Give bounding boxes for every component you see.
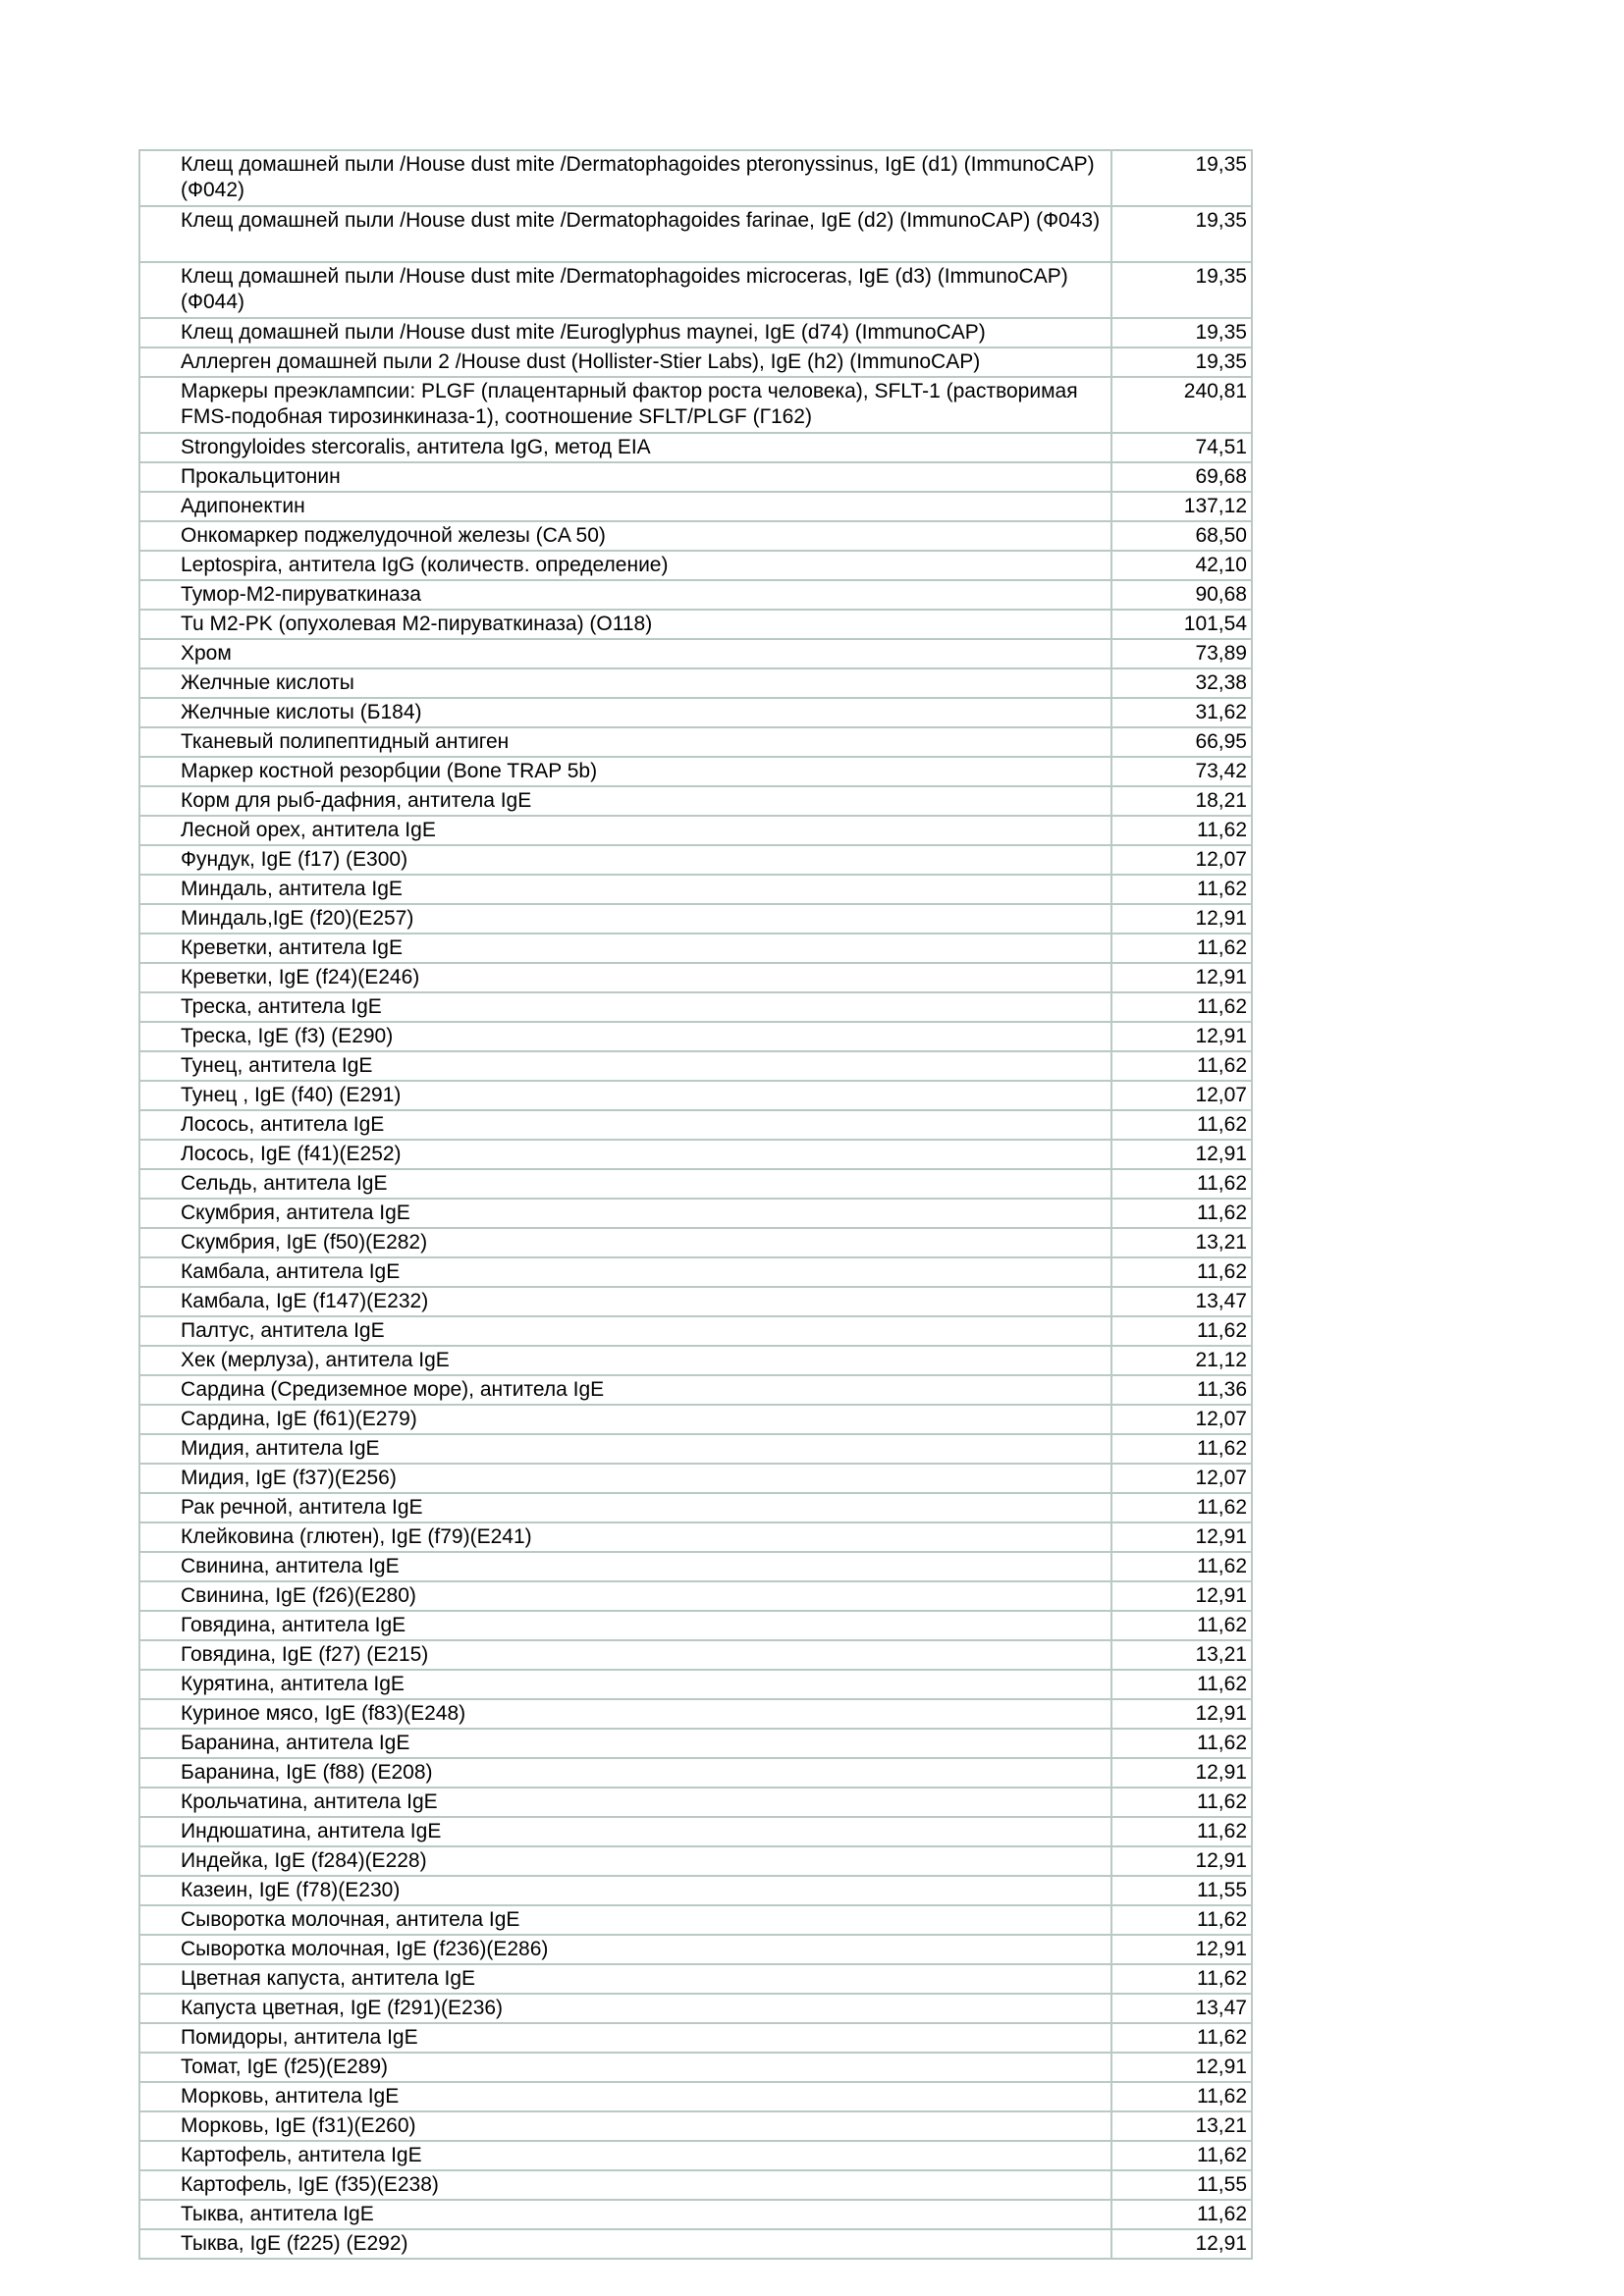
- test-name-cell: Говядина, антитела IgE: [139, 1611, 1111, 1640]
- table-row: [139, 1670, 1252, 1699]
- table-row: [139, 1522, 1252, 1552]
- table-row: [139, 698, 1252, 727]
- price-cell: 11,62: [1111, 934, 1252, 963]
- table-row: [139, 1464, 1252, 1493]
- test-name-cell: Свинина, антитела IgE: [139, 1552, 1111, 1581]
- table-row: [139, 2229, 1252, 2259]
- test-name-cell: Томат, IgE (f25)(E289): [139, 2053, 1111, 2082]
- test-name-cell: Тумор-М2-пируваткиназа: [139, 580, 1111, 610]
- price-cell: 18,21: [1111, 786, 1252, 816]
- test-name-cell: Сардина, IgE (f61)(E279): [139, 1405, 1111, 1434]
- price-cell: 11,62: [1111, 1110, 1252, 1140]
- test-name-cell: Тунец, антитела IgE: [139, 1051, 1111, 1081]
- price-cell: 11,55: [1111, 1876, 1252, 1905]
- price-cell: 11,62: [1111, 1552, 1252, 1581]
- price-cell: 73,42: [1111, 757, 1252, 786]
- price-cell: 11,55: [1111, 2170, 1252, 2200]
- test-name-cell: Куриное мясо, IgE (f83)(E248): [139, 1699, 1111, 1729]
- table-row: [139, 1729, 1252, 1758]
- price-cell: 11,62: [1111, 1169, 1252, 1199]
- price-cell: 11,62: [1111, 2023, 1252, 2053]
- price-cell: 11,62: [1111, 1670, 1252, 1699]
- price-cell: 19,35: [1111, 206, 1252, 262]
- table-row: [139, 727, 1252, 757]
- table-row: [139, 963, 1252, 992]
- test-name-cell: Сельдь, антитела IgE: [139, 1169, 1111, 1199]
- price-cell: 11,62: [1111, 1788, 1252, 1817]
- table-row: [139, 433, 1252, 462]
- price-cell: 12,07: [1111, 1405, 1252, 1434]
- price-cell: 11,62: [1111, 1729, 1252, 1758]
- price-cell: 11,62: [1111, 1817, 1252, 1846]
- price-cell: 12,91: [1111, 1022, 1252, 1051]
- price-cell: 12,91: [1111, 2053, 1252, 2082]
- price-cell: 137,12: [1111, 492, 1252, 521]
- test-name-cell: Рак речной, антитела IgE: [139, 1493, 1111, 1522]
- table-row: [139, 1081, 1252, 1110]
- price-cell: 12,91: [1111, 904, 1252, 934]
- price-cell: 11,36: [1111, 1375, 1252, 1405]
- table-row: [139, 992, 1252, 1022]
- table-row: [139, 521, 1252, 551]
- test-name-cell: Лосось, антитела IgE: [139, 1110, 1111, 1140]
- table-row: [139, 1199, 1252, 1228]
- table-row: [139, 1169, 1252, 1199]
- price-cell: 19,35: [1111, 347, 1252, 377]
- test-name-cell: Клейковина (глютен), IgE (f79)(E241): [139, 1522, 1111, 1552]
- test-name-cell: Цветная капуста, антитела IgE: [139, 1964, 1111, 1994]
- test-name-cell: Мидия, антитела IgE: [139, 1434, 1111, 1464]
- price-cell: 11,62: [1111, 875, 1252, 904]
- test-name-cell: Палтус, антитела IgE: [139, 1316, 1111, 1346]
- test-name-cell: Мидия, IgE (f37)(E256): [139, 1464, 1111, 1493]
- price-cell: 12,91: [1111, 1522, 1252, 1552]
- price-cell: 11,62: [1111, 2141, 1252, 2170]
- price-cell: 12,07: [1111, 1081, 1252, 1110]
- test-name-cell: Говядина, IgE (f27) (E215): [139, 1640, 1111, 1670]
- price-cell: 13,47: [1111, 1287, 1252, 1316]
- table-row: [139, 845, 1252, 875]
- price-cell: 240,81: [1111, 377, 1252, 433]
- test-name-cell: Креветки, IgE (f24)(E246): [139, 963, 1111, 992]
- table-row: [139, 786, 1252, 816]
- table-row: [139, 816, 1252, 845]
- test-name-cell: Миндаль,IgE (f20)(E257): [139, 904, 1111, 934]
- test-name-cell: Клещ домашней пыли /House dust mite /Dermatophagoides pteronyssinus, IgE (d1) (ImmunoCAP) (Ф042): [139, 150, 1111, 206]
- table-row: [139, 206, 1252, 262]
- table-row: [139, 2200, 1252, 2229]
- test-name-cell: Маркеры преэклампсии: PLGF (плацентарный фактор роста человека), SFLT-1 (растворимая FMS-подобная тирозинкиназа-1), соотношение SFLT/PLGF (Г162): [139, 377, 1111, 433]
- table-row: [139, 551, 1252, 580]
- table-row: [139, 1375, 1252, 1405]
- table-row: [139, 1287, 1252, 1316]
- test-name-cell: Камбала, антитела IgE: [139, 1257, 1111, 1287]
- table-row: [139, 1022, 1252, 1051]
- price-cell: 11,62: [1111, 816, 1252, 845]
- table-row: [139, 1788, 1252, 1817]
- price-cell: 11,62: [1111, 1434, 1252, 1464]
- price-cell: 12,91: [1111, 1699, 1252, 1729]
- table-row: [139, 1493, 1252, 1522]
- test-name-cell: Tu M2-PK (опухолевая М2-пируваткиназа) (О118): [139, 610, 1111, 639]
- table-row: [139, 1581, 1252, 1611]
- table-row: [139, 2082, 1252, 2111]
- table-row: [139, 1228, 1252, 1257]
- test-name-cell: Сыворотка молочная, антитела IgE: [139, 1905, 1111, 1935]
- price-cell: 11,62: [1111, 1257, 1252, 1287]
- price-cell: 13,47: [1111, 1994, 1252, 2023]
- table-row: [139, 580, 1252, 610]
- table-row: [139, 1935, 1252, 1964]
- price-cell: 68,50: [1111, 521, 1252, 551]
- test-name-cell: Желчные кислоты (Б184): [139, 698, 1111, 727]
- test-name-cell: Тканевый полипептидный антиген: [139, 727, 1111, 757]
- test-name-cell: Лесной орех, антитела IgE: [139, 816, 1111, 845]
- table-row: [139, 875, 1252, 904]
- table-row: [139, 1346, 1252, 1375]
- price-cell: 12,91: [1111, 2229, 1252, 2259]
- table-row: [139, 2023, 1252, 2053]
- test-name-cell: Индейка, IgE (f284)(E228): [139, 1846, 1111, 1876]
- test-name-cell: Свинина, IgE (f26)(E280): [139, 1581, 1111, 1611]
- test-name-cell: Морковь, IgE (f31)(E260): [139, 2111, 1111, 2141]
- price-cell: 12,91: [1111, 1758, 1252, 1788]
- test-name-cell: Тыква, IgE (f225) (E292): [139, 2229, 1111, 2259]
- table-row: [139, 1994, 1252, 2023]
- price-cell: 101,54: [1111, 610, 1252, 639]
- price-cell: 11,62: [1111, 1316, 1252, 1346]
- table-row: [139, 2053, 1252, 2082]
- table-row: [139, 1876, 1252, 1905]
- price-cell: 11,62: [1111, 2082, 1252, 2111]
- test-name-cell: Треска, антитела IgE: [139, 992, 1111, 1022]
- test-name-cell: Картофель, IgE (f35)(E238): [139, 2170, 1111, 2200]
- table-row: [139, 1817, 1252, 1846]
- table-row: [139, 1699, 1252, 1729]
- test-name-cell: Аллерген домашней пыли 2 /House dust (Hollister-Stier Labs), IgE (h2) (ImmunoCAP): [139, 347, 1111, 377]
- table-row: [139, 262, 1252, 318]
- price-cell: 13,21: [1111, 1640, 1252, 1670]
- price-cell: 11,62: [1111, 1051, 1252, 1081]
- price-cell: 12,07: [1111, 845, 1252, 875]
- table-row: [139, 377, 1252, 433]
- price-cell: 12,91: [1111, 1140, 1252, 1169]
- test-name-cell: Баранина, IgE (f88) (E208): [139, 1758, 1111, 1788]
- test-name-cell: Скумбрия, IgE (f50)(E282): [139, 1228, 1111, 1257]
- test-name-cell: Фундук, IgE (f17) (E300): [139, 845, 1111, 875]
- test-name-cell: Тунец , IgE (f40) (E291): [139, 1081, 1111, 1110]
- test-name-cell: Лосось, IgE (f41)(E252): [139, 1140, 1111, 1169]
- table-row: [139, 1846, 1252, 1876]
- price-cell: 11,62: [1111, 1905, 1252, 1935]
- table-row: [139, 639, 1252, 668]
- test-name-cell: Корм для рыб-дафния, антитела IgE: [139, 786, 1111, 816]
- price-cell: 19,35: [1111, 262, 1252, 318]
- test-name-cell: Клещ домашней пыли /House dust mite /Euroglyphus maynei, IgE (d74) (ImmunoCAP): [139, 318, 1111, 347]
- test-name-cell: Прокальцитонин: [139, 462, 1111, 492]
- table-row: [139, 2111, 1252, 2141]
- price-cell: 11,62: [1111, 1964, 1252, 1994]
- test-name-cell: Треска, IgE (f3) (E290): [139, 1022, 1111, 1051]
- price-cell: 31,62: [1111, 698, 1252, 727]
- test-name-cell: Сардина (Средиземное море), антитела IgE: [139, 1375, 1111, 1405]
- table-row: [139, 150, 1252, 206]
- table-row: [139, 934, 1252, 963]
- test-name-cell: Тыква, антитела IgE: [139, 2200, 1111, 2229]
- table-row: [139, 757, 1252, 786]
- price-cell: 66,95: [1111, 727, 1252, 757]
- price-cell: 12,91: [1111, 1846, 1252, 1876]
- table-row: [139, 1405, 1252, 1434]
- price-cell: 90,68: [1111, 580, 1252, 610]
- price-cell: 12,91: [1111, 1935, 1252, 1964]
- test-name-cell: Капуста цветная, IgE (f291)(E236): [139, 1994, 1111, 2023]
- test-name-cell: Клещ домашней пыли /House dust mite /Dermatophagoides microceras, IgE (d3) (ImmunoCAP) (Ф044): [139, 262, 1111, 318]
- price-cell: 13,21: [1111, 2111, 1252, 2141]
- table-row: [139, 318, 1252, 347]
- table-row: [139, 1257, 1252, 1287]
- table-row: [139, 1110, 1252, 1140]
- price-cell: 32,38: [1111, 668, 1252, 698]
- test-name-cell: Leptospira, антитела IgG (количеств. определение): [139, 551, 1111, 580]
- test-name-cell: Морковь, антитела IgE: [139, 2082, 1111, 2111]
- test-name-cell: Баранина, антитела IgE: [139, 1729, 1111, 1758]
- table-row: [139, 610, 1252, 639]
- table-row: [139, 1758, 1252, 1788]
- price-cell: 21,12: [1111, 1346, 1252, 1375]
- table-row: [139, 462, 1252, 492]
- test-name-cell: Миндаль, антитела IgE: [139, 875, 1111, 904]
- price-table: [138, 149, 1253, 2260]
- test-name-cell: Камбала, IgE (f147)(E232): [139, 1287, 1111, 1316]
- table-row: [139, 2170, 1252, 2200]
- price-cell: 74,51: [1111, 433, 1252, 462]
- test-name-cell: Адипонектин: [139, 492, 1111, 521]
- table-row: [139, 1140, 1252, 1169]
- table-row: [139, 1434, 1252, 1464]
- price-cell: 11,62: [1111, 1199, 1252, 1228]
- table-row: [139, 347, 1252, 377]
- table-row: [139, 904, 1252, 934]
- test-name-cell: Клещ домашней пыли /House dust mite /Dermatophagoides farinae, IgE (d2) (ImmunoCAP) (Ф043): [139, 206, 1111, 262]
- price-cell: 19,35: [1111, 150, 1252, 206]
- table-row: [139, 1905, 1252, 1935]
- test-name-cell: Индюшатина, антитела IgE: [139, 1817, 1111, 1846]
- price-cell: 19,35: [1111, 318, 1252, 347]
- test-name-cell: Скумбрия, антитела IgE: [139, 1199, 1111, 1228]
- price-cell: 11,62: [1111, 1493, 1252, 1522]
- price-cell: 11,62: [1111, 1611, 1252, 1640]
- price-cell: 12,91: [1111, 963, 1252, 992]
- test-name-cell: Хек (мерлуза), антитела IgE: [139, 1346, 1111, 1375]
- test-name-cell: Казеин, IgE (f78)(E230): [139, 1876, 1111, 1905]
- test-name-cell: Маркер костной резорбции (Bone TRAP 5b): [139, 757, 1111, 786]
- test-name-cell: Сыворотка молочная, IgE (f236)(E286): [139, 1935, 1111, 1964]
- table-row: [139, 2141, 1252, 2170]
- table-row: [139, 668, 1252, 698]
- test-name-cell: Онкомаркер поджелудочной железы (CA 50): [139, 521, 1111, 551]
- price-cell: 12,91: [1111, 1581, 1252, 1611]
- price-cell: 11,62: [1111, 2200, 1252, 2229]
- price-cell: 73,89: [1111, 639, 1252, 668]
- price-cell: 13,21: [1111, 1228, 1252, 1257]
- test-name-cell: Крольчатина, антитела IgE: [139, 1788, 1111, 1817]
- table-row: [139, 1552, 1252, 1581]
- test-name-cell: Курятина, антитела IgE: [139, 1670, 1111, 1699]
- test-name-cell: Креветки, антитела IgE: [139, 934, 1111, 963]
- price-cell: 42,10: [1111, 551, 1252, 580]
- test-name-cell: Хром: [139, 639, 1111, 668]
- table-row: [139, 1051, 1252, 1081]
- price-cell: 69,68: [1111, 462, 1252, 492]
- table-row: [139, 1611, 1252, 1640]
- table-row: [139, 1316, 1252, 1346]
- test-name-cell: Strongyloides stercoralis, антитела IgG, метод EIA: [139, 433, 1111, 462]
- test-name-cell: Желчные кислоты: [139, 668, 1111, 698]
- price-cell: 11,62: [1111, 992, 1252, 1022]
- table-row: [139, 1640, 1252, 1670]
- test-name-cell: Картофель, антитела IgE: [139, 2141, 1111, 2170]
- test-name-cell: Помидоры, антитела IgE: [139, 2023, 1111, 2053]
- table-row: [139, 492, 1252, 521]
- price-cell: 12,07: [1111, 1464, 1252, 1493]
- table-row: [139, 1964, 1252, 1994]
- price-table-body: [139, 150, 1252, 2259]
